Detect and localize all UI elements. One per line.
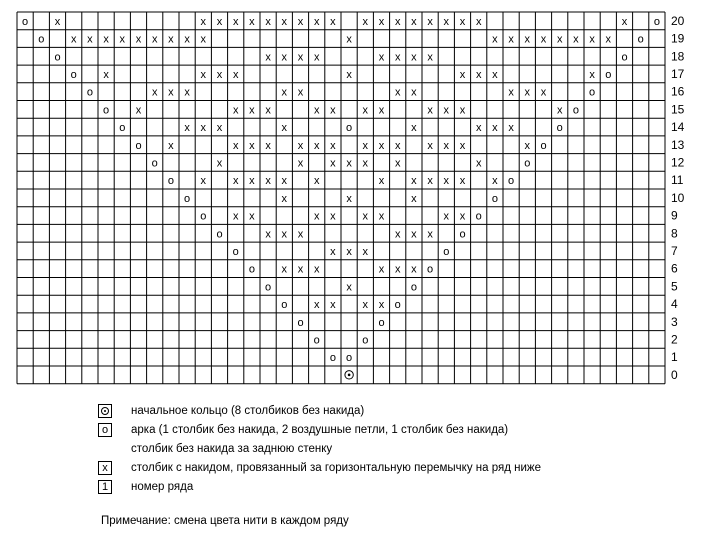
cross-mark: x: [394, 15, 401, 28]
cross-mark: x: [492, 122, 498, 135]
cross-mark: x: [330, 139, 336, 152]
cross-mark: x: [249, 139, 255, 152]
cross-mark: x: [313, 51, 320, 64]
cross-mark: x: [540, 86, 547, 99]
arch-icon: o: [98, 423, 112, 437]
arch-mark: o: [297, 316, 304, 329]
row-number-label: 13: [671, 137, 685, 152]
cross-mark: x: [427, 175, 433, 188]
cross-mark: x: [232, 175, 239, 188]
cross-mark: x: [427, 139, 433, 152]
cross-mark: x: [492, 33, 498, 46]
cross-mark: x: [313, 210, 320, 223]
cross-mark: x: [265, 15, 271, 28]
cross-mark: x: [346, 33, 352, 46]
cross-mark: x: [459, 210, 466, 223]
row-number-label: 7: [671, 243, 678, 258]
cross-mark: x: [346, 68, 352, 81]
row-number-label: 2: [671, 332, 678, 347]
cross-mark: x: [411, 228, 417, 241]
arch-mark: o: [313, 334, 320, 347]
cross-mark: x: [249, 175, 255, 188]
arch-mark: o: [589, 86, 596, 99]
arch-mark: o: [22, 15, 29, 28]
cross-mark: x: [411, 15, 417, 28]
arch-mark: o: [459, 228, 466, 241]
cross-mark: x: [475, 15, 482, 28]
cross-mark: x: [540, 33, 547, 46]
cross-mark: x: [265, 51, 271, 64]
row-number-label: 17: [671, 66, 685, 81]
cross-mark: x: [200, 33, 207, 46]
cross-mark: x: [330, 15, 336, 28]
cross-mark: x: [281, 263, 288, 276]
cross-mark: x: [281, 15, 288, 28]
cross-mark: x: [313, 299, 320, 312]
cross-mark: x: [281, 175, 288, 188]
cross-mark: x: [346, 245, 352, 258]
cross-mark: x: [103, 33, 109, 46]
cross-mark: x: [216, 15, 223, 28]
row-number-label: 1: [671, 350, 678, 365]
legend-item-arch: [98, 422, 698, 441]
legend-label-ring: начальное кольцо (8 столбиков без накида): [131, 405, 365, 417]
cross-mark: x: [265, 228, 271, 241]
cross-mark: x: [378, 51, 385, 64]
empty-cell-icon: [98, 442, 112, 456]
arch-mark: o: [524, 157, 531, 170]
cross-mark: x: [119, 33, 126, 46]
cross-mark: x: [168, 139, 174, 152]
row-number-label: 14: [671, 120, 685, 135]
cross-mark: x: [362, 15, 369, 28]
cross-mark: x: [362, 245, 369, 258]
cross-mark: x: [459, 139, 466, 152]
cross-mark: x: [346, 192, 352, 205]
cross-mark: x: [411, 192, 417, 205]
row-number-label: 15: [671, 102, 685, 117]
cross-mark: x: [443, 139, 450, 152]
cross-mark: x: [411, 51, 417, 64]
arch-mark: o: [70, 68, 77, 81]
cross-mark: x: [492, 175, 498, 188]
cross-mark: x: [135, 33, 142, 46]
ring-icon: [98, 404, 112, 418]
cross-mark: x: [411, 86, 417, 99]
arch-mark: o: [556, 122, 563, 135]
cross-mark: x: [427, 228, 433, 241]
arch-mark: o: [346, 122, 353, 135]
arch-mark: o: [248, 263, 255, 276]
cross-mark: x: [378, 15, 385, 28]
cross-mark: x: [362, 299, 369, 312]
row-number-label: 12: [671, 155, 685, 170]
cross-mark: x: [281, 86, 288, 99]
arch-mark: o: [216, 228, 223, 241]
note: Примечание: смена цвета нити в каждом ряду: [101, 515, 349, 527]
arch-mark: o: [443, 245, 450, 258]
arch-mark: o: [362, 334, 369, 347]
cross-mark: x: [330, 157, 336, 170]
cross-mark: x: [459, 68, 466, 81]
cross-mark: x: [200, 175, 207, 188]
arch-mark: o: [427, 263, 434, 276]
cross-mark: x: [281, 192, 288, 205]
row-number-label: 4: [671, 297, 678, 312]
legend-label-arch: арка (1 столбик без накида, 2 воздушные петли, 1 столбик без накида): [131, 424, 509, 436]
arch-mark: o: [135, 139, 142, 152]
arch-mark: o: [54, 51, 61, 64]
cross-mark: x: [232, 104, 239, 117]
cross-mark: x: [378, 210, 385, 223]
cross-mark: x: [427, 104, 433, 117]
cross-mark: x: [378, 139, 385, 152]
cross-mark: x: [249, 15, 255, 28]
legend-label-cross: столбик с накидом, провязанный за горизонтальную перемычку на ряд ниже: [131, 462, 541, 474]
cross-mark: x: [508, 86, 514, 99]
cross-mark: x: [151, 86, 158, 99]
cross-mark: x: [265, 175, 271, 188]
cross-mark: x: [459, 175, 466, 188]
cross-mark: x: [200, 68, 207, 81]
cross-mark: x: [281, 228, 288, 241]
cross-mark: x: [394, 86, 401, 99]
row-number-label: 16: [671, 84, 685, 99]
cross-mark: x: [589, 33, 595, 46]
cross-mark: x: [232, 15, 239, 28]
cross-mark: x: [362, 104, 369, 117]
cross-mark: x: [394, 139, 401, 152]
cross-mark: x: [265, 139, 271, 152]
row-number-label: 19: [671, 31, 685, 46]
cross-mark: x: [151, 33, 158, 46]
row-number-label: 20: [671, 13, 685, 28]
arch-mark: o: [167, 175, 174, 188]
arch-mark: o: [103, 104, 110, 117]
arch-mark: o: [232, 245, 239, 258]
cross-mark: x: [249, 210, 255, 223]
cross-mark: x: [200, 15, 207, 28]
cross-mark: x: [411, 175, 417, 188]
row-number-label: 18: [671, 49, 685, 64]
arch-mark: o: [410, 281, 417, 294]
arch-mark: o: [329, 352, 336, 365]
cross-mark: x: [394, 51, 401, 64]
cross-mark: x: [605, 33, 612, 46]
cross-mark: x: [313, 263, 320, 276]
arch-mark: o: [281, 299, 288, 312]
cross-mark: x: [313, 104, 320, 117]
legend-label-rownum: номер ряда: [131, 481, 194, 493]
cross-mark: x: [459, 15, 466, 28]
row-number-label: 10: [671, 190, 685, 205]
cross-mark: x: [297, 157, 304, 170]
cross-mark: x: [394, 263, 401, 276]
arch-mark: o: [200, 210, 207, 223]
cross-mark: x: [297, 51, 304, 64]
cross-mark: x: [184, 86, 190, 99]
cross-mark: x: [297, 86, 304, 99]
arch-mark: o: [86, 86, 93, 99]
arch-mark: o: [653, 15, 660, 28]
cross-mark: x: [524, 139, 531, 152]
chart-grid: [17, 12, 665, 384]
cross-mark: x: [492, 68, 498, 81]
arch-mark: o: [508, 175, 515, 188]
cross-mark: x: [232, 139, 239, 152]
cross-mark: x: [168, 86, 174, 99]
row-number-label: 3: [671, 314, 678, 329]
cross-mark: x: [135, 104, 142, 117]
legend-label-empty: столбик без накида за заднюю стенку: [131, 443, 333, 455]
cross-mark: x: [168, 33, 174, 46]
cross-mark: x: [443, 210, 450, 223]
legend-item-empty: [98, 441, 698, 460]
cross-mark: x: [70, 33, 77, 46]
cross-mark: x: [411, 122, 417, 135]
cross-mark: x: [362, 139, 369, 152]
cross-mark: x: [378, 299, 385, 312]
cross-mark: x: [184, 33, 190, 46]
cross-mark: x: [475, 157, 482, 170]
cross-mark: x: [281, 51, 288, 64]
cross-mark: x: [362, 210, 369, 223]
cross-mark: x: [346, 281, 352, 294]
cross-mark: x: [459, 104, 466, 117]
cross-mark: x: [184, 122, 190, 135]
cross-mark: x: [443, 15, 450, 28]
cross-mark: x: [103, 68, 109, 81]
row-number-label: 11: [671, 173, 684, 188]
cross-mark: x: [297, 15, 304, 28]
cross-mark: x: [249, 104, 255, 117]
cross-mark: x: [573, 33, 579, 46]
row-number-label: 0: [671, 367, 678, 382]
cross-mark: x: [378, 263, 385, 276]
cross-mark: x: [330, 245, 336, 258]
cross-mark: x: [232, 210, 239, 223]
cross-mark: x: [524, 86, 531, 99]
cross-mark: x: [443, 175, 450, 188]
cross-mark: x: [508, 33, 514, 46]
arch-mark: o: [119, 122, 126, 135]
row-number-label: 6: [671, 261, 678, 276]
cross-mark: x: [378, 175, 385, 188]
arch-mark: o: [184, 192, 191, 205]
cross-mark: x: [297, 228, 304, 241]
cross-mark: x: [443, 104, 450, 117]
cross-mark: x: [475, 68, 482, 81]
cross-mark: x: [427, 15, 433, 28]
cross-mark: x: [378, 104, 385, 117]
row-number-label: 5: [671, 279, 678, 294]
cross-mark: x: [556, 33, 563, 46]
cross-mark: x: [330, 210, 336, 223]
cross-mark: x: [265, 104, 271, 117]
arch-mark: o: [265, 281, 272, 294]
arch-mark: o: [605, 68, 612, 81]
cross-mark: x: [330, 104, 336, 117]
legend-item-cross: [98, 460, 698, 479]
cross-mark: x: [524, 33, 531, 46]
cross-mark: x: [216, 122, 223, 135]
cross-mark: x: [313, 15, 320, 28]
cross-mark: x: [475, 122, 482, 135]
cross-mark: x: [200, 122, 207, 135]
arch-mark: o: [637, 33, 644, 46]
cross-mark: x: [297, 263, 304, 276]
cross-mark: x: [589, 68, 595, 81]
cross-mark: x: [232, 68, 239, 81]
arch-mark: o: [491, 192, 498, 205]
arch-mark: o: [346, 352, 353, 365]
arch-mark: o: [394, 299, 401, 312]
cross-icon: x: [98, 461, 112, 475]
legend-item-rownum: [98, 479, 698, 498]
cross-mark: x: [281, 122, 288, 135]
arch-mark: o: [475, 210, 482, 223]
row-number-icon: 1: [98, 480, 112, 494]
cross-mark: x: [313, 139, 320, 152]
arch-mark: o: [621, 51, 628, 64]
arch-mark: o: [38, 33, 45, 46]
arch-mark: o: [378, 316, 385, 329]
cross-mark: x: [330, 299, 336, 312]
cross-mark: x: [362, 157, 369, 170]
row-number-label: 9: [671, 208, 678, 223]
row-number-label: 8: [671, 226, 678, 241]
arch-mark: o: [151, 157, 158, 170]
legend-item-ring: [98, 403, 698, 422]
ring-center-dot: [348, 374, 351, 377]
cross-mark: x: [394, 228, 401, 241]
cross-mark: x: [54, 15, 61, 28]
legend: [98, 403, 698, 498]
cross-mark: x: [556, 104, 563, 117]
cross-mark: x: [621, 15, 628, 28]
cross-mark: x: [313, 175, 320, 188]
cross-mark: x: [297, 139, 304, 152]
cross-mark: x: [216, 68, 223, 81]
cross-mark: x: [394, 157, 401, 170]
cross-mark: x: [346, 157, 352, 170]
arch-mark: o: [540, 139, 547, 152]
cross-mark: x: [508, 122, 514, 135]
cross-mark: x: [87, 33, 93, 46]
cross-mark: x: [427, 51, 433, 64]
arch-mark: o: [572, 104, 579, 117]
cross-mark: x: [411, 263, 417, 276]
cross-mark: x: [216, 157, 223, 170]
